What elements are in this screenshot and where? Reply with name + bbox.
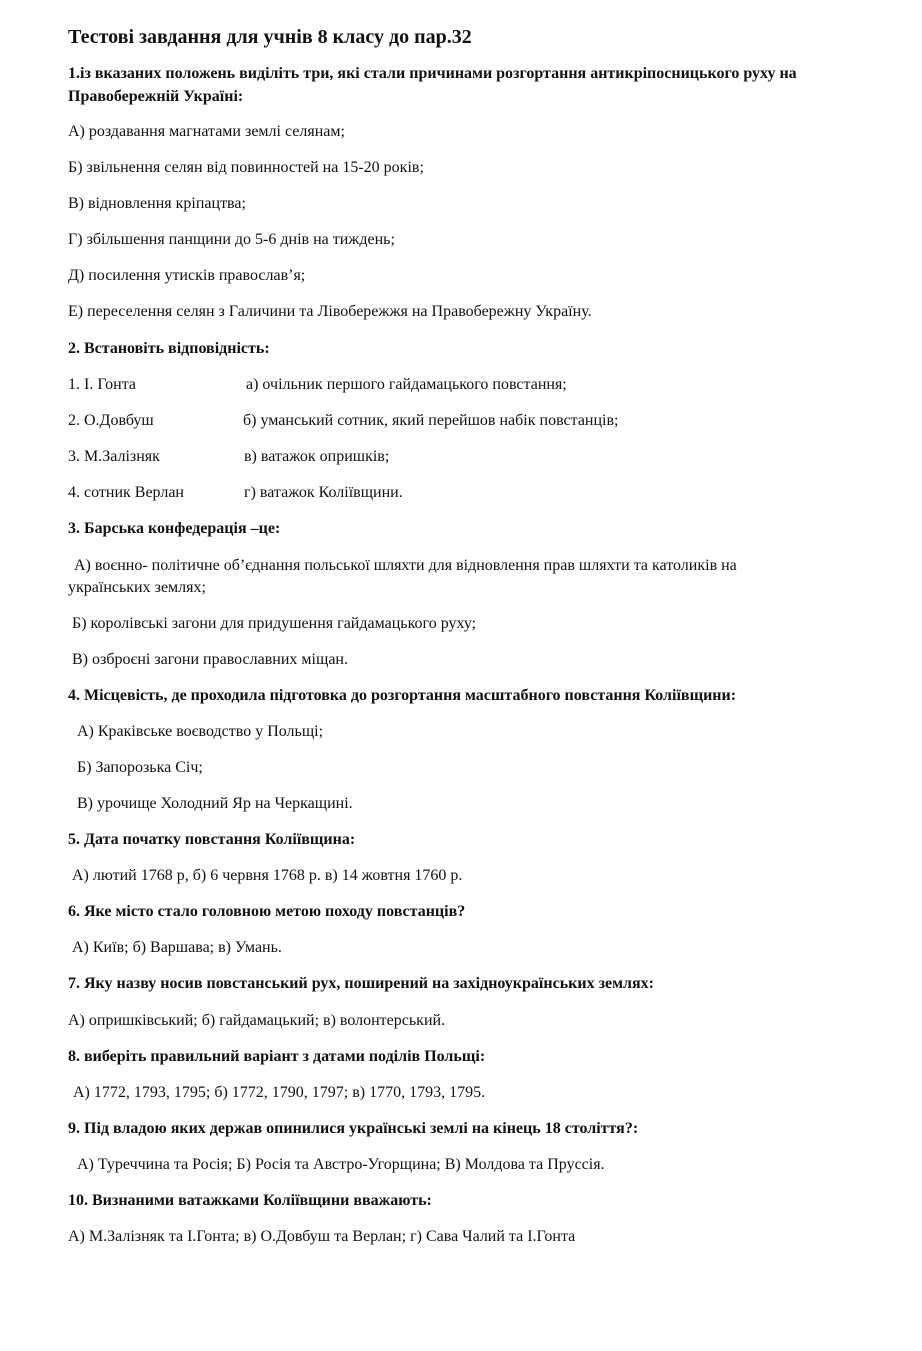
q2-left-1: 1. І. Гонта [68,376,137,393]
q1-option-d: Д) посилення утисків православ’я; [68,267,306,284]
question-10: 10. Визнаними ватажками Коліївщини вважають: [68,1192,432,1209]
q1-option-e: Е) переселення селян з Галичини та Лівобережжя на Правобережну Україну. [68,303,592,320]
q2-left-2: 2. О.Довбуш [68,412,154,429]
q1-option-g: Г) збільшення панщини до 5-6 днів на тиждень; [68,231,395,248]
question-1-line-1: 1.із вказаних положень виділіть три, які стали причинами розгортання антикріпосницького руху на [68,65,797,82]
question-3: 3. Барська конфедерація –це: [68,520,281,537]
q7-answers: А) опришківський; б) гайдамацький; в) волонтерський. [68,1012,446,1029]
q2-right-v: в) ватажок опришків; [244,448,390,465]
q3-option-a-line-2: українських землях; [68,579,206,596]
q2-right-a: а) очільник першого гайдамацького повстання; [246,376,567,393]
page-title: Тестові завдання для учнів 8 класу до пар.32 [68,26,472,48]
question-2: 2. Встановіть відповідність: [68,340,270,357]
q2-right-g: г) ватажок Коліївщини. [244,484,403,501]
question-1-line-2: Правобережній Україні: [68,88,244,105]
q3-option-v: В) озброєні загони православних міщан. [72,651,348,668]
question-7: 7. Яку назву носив повстанський рух, поширений на західноукраїнських землях: [68,975,654,992]
q2-left-3: 3. М.Залізняк [68,448,160,465]
question-5: 5. Дата початку повстання Коліївщина: [68,831,356,848]
q2-left-4: 4. сотник Верлан [68,484,184,501]
q8-answers: А) 1772, 1793, 1795; б) 1772, 1790, 1797; в) 1770, 1793, 1795. [73,1084,486,1101]
q1-option-b: Б) звільнення селян від повинностей на 15-20 років; [68,159,424,176]
q5-answers: А) лютий 1768 р, б) 6 червня 1768 р. в) 14 жовтня 1760 р. [72,867,463,884]
q3-option-b: Б) королівські загони для придушення гайдамацького руху; [72,615,477,632]
q2-right-b: б) уманський сотник, який перейшов набік повстанців; [243,412,619,429]
question-8: 8. виберіть правильний варіант з датами поділів Польщі: [68,1048,486,1065]
q4-option-b: Б) Запорозька Січ; [77,759,203,776]
q1-option-v: В) відновлення кріпацтва; [68,195,246,212]
question-4: 4. Місцевість, де проходила підготовка до розгортання масштабного повстання Коліївщини: [68,687,737,704]
question-9: 9. Під владою яких держав опинилися українські землі на кінець 18 століття?: [68,1120,639,1137]
q10-answers: А) М.Залізняк та І.Гонта; в) О.Довбуш та Верлан; г) Сава Чалий та І.Гонта [68,1228,576,1245]
question-6: 6. Яке місто стало головною метою походу повстанців? [68,903,466,920]
q6-answers: А) Київ; б) Варшава; в) Умань. [72,939,282,956]
q4-option-v: В) урочище Холодний Яр на Черкащині. [77,795,353,812]
q3-option-a-line-1: А) воєнно- політичне об’єднання польської шляхти для відновлення прав шляхти та католиків на [74,557,737,574]
q4-option-a: А) Краківське воєводство у Польщі; [77,723,324,740]
q9-answers: А) Туреччина та Росія; Б) Росія та Австро-Угорщина; В) Молдова та Пруссія. [77,1156,605,1173]
q1-option-a: А) роздавання магнатами землі селянам; [68,123,345,140]
